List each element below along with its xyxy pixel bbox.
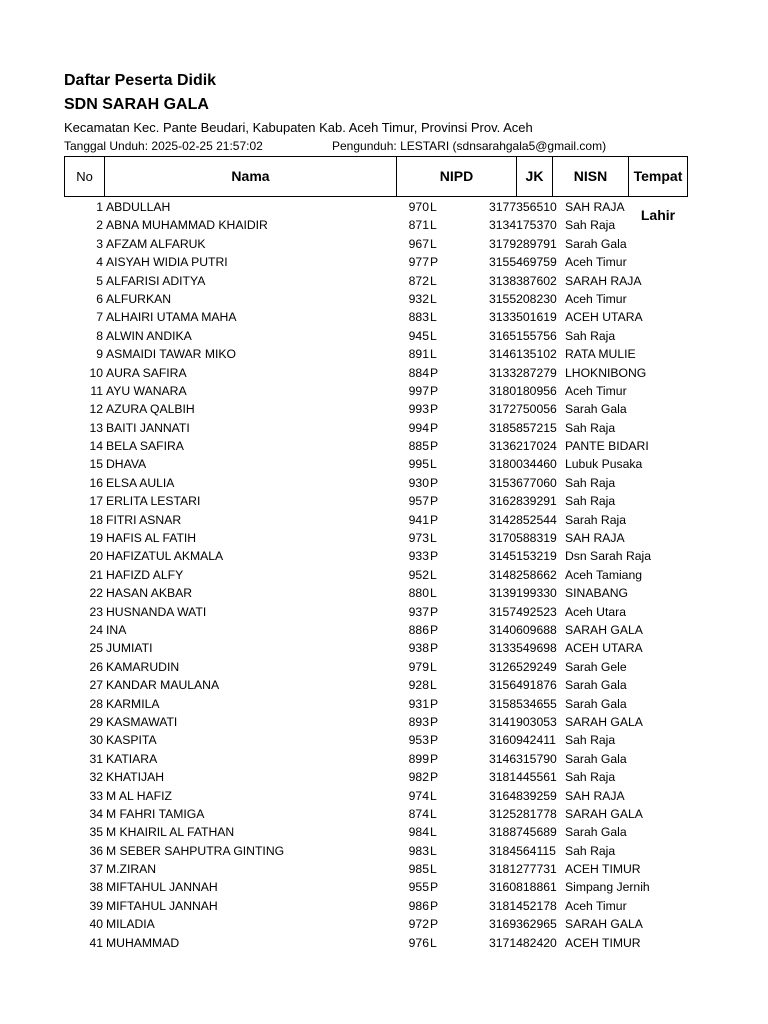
cell-no: 34 — [89, 806, 103, 821]
cell-nama: HUSNANDA WATI — [106, 604, 207, 619]
cell-nisn: 3172750056 — [489, 402, 557, 417]
cell-nama: AZURA QALBIH — [106, 402, 195, 417]
cell-jk: P — [430, 439, 439, 454]
cell-jk: P — [430, 475, 439, 490]
cell-nisn: 3138387602 — [489, 273, 557, 288]
cell-nipd: 930 — [408, 475, 429, 490]
cell-nama: HAFIZATUL AKMALA — [106, 549, 224, 564]
cell-tempat-lahir: SARAH GALA — [565, 917, 643, 932]
downloader: Pengunduh: LESTARI (sdnsarahgala5@gmail.com) — [332, 139, 607, 153]
cell-tempat-lahir: Sah Raja — [565, 328, 616, 343]
cell-nipd: 945 — [408, 328, 429, 343]
cell-no: 30 — [89, 733, 103, 748]
table-row — [64, 437, 688, 455]
cell-nipd: 970 — [408, 200, 429, 214]
table-row — [64, 364, 688, 382]
cell-nisn: 3133501619 — [489, 310, 557, 325]
cell-nipd: 899 — [408, 751, 429, 766]
cell-nama: KATIARA — [106, 751, 158, 766]
table-row — [64, 566, 688, 584]
cell-nama: MIFTAHUL JANNAH — [106, 880, 218, 895]
cell-nipd: 928 — [408, 678, 429, 693]
cell-tempat-lahir: Sarah Gala — [565, 402, 627, 417]
table-row — [64, 529, 688, 547]
table-row — [64, 842, 688, 860]
cell-nipd: 977 — [408, 255, 429, 270]
cell-nama: M SEBER SAHPUTRA GINTING — [106, 843, 285, 858]
cell-nama: AFZAM ALFARUK — [106, 236, 206, 251]
cell-jk: P — [430, 383, 439, 398]
cell-tempat-lahir: SARAH RAJA — [565, 273, 642, 288]
cell-jk: L — [430, 788, 437, 803]
cell-tempat-lahir: ACEH UTARA — [565, 641, 643, 656]
table-row — [64, 235, 688, 253]
table-row — [64, 676, 688, 694]
table-row — [64, 695, 688, 713]
cell-jk: P — [430, 917, 439, 932]
cell-jk: P — [430, 770, 439, 785]
location-line: Kecamatan Kec. Pante Beudari, Kabupaten Kab. Aceh Timur, Provinsi Prov. Aceh — [64, 120, 533, 135]
cell-jk: L — [430, 843, 437, 858]
cell-nama: M KHAIRIL AL FATHAN — [106, 825, 235, 840]
cell-tempat-lahir: Sarah Gala — [565, 751, 627, 766]
cell-jk: L — [430, 531, 437, 546]
cell-tempat-lahir: Aceh Tamiang — [565, 567, 643, 582]
cell-tempat-lahir: ACEH TIMUR — [565, 862, 641, 877]
cell-jk: L — [430, 236, 437, 251]
cell-tempat-lahir: Sah Raja — [565, 218, 616, 233]
cell-nipd: 972 — [408, 917, 429, 932]
cell-jk: P — [430, 641, 439, 656]
cell-nama: ALWIN ANDIKA — [106, 328, 192, 343]
cell-tempat-lahir: Sarah Gele — [565, 659, 627, 674]
cell-no: 21 — [89, 567, 103, 582]
cell-nipd: 982 — [408, 770, 429, 785]
cell-nama: M AL HAFIZ — [106, 788, 172, 803]
cell-nisn: 3160818861 — [489, 880, 557, 895]
cell-tempat-lahir: SAH RAJA — [565, 200, 625, 214]
cell-nama: HAFIZD ALFY — [106, 567, 184, 582]
table-row — [64, 584, 688, 602]
table-row — [64, 198, 688, 216]
cell-nipd: 883 — [408, 310, 429, 325]
cell-tempat-lahir: Sarah Gala — [565, 696, 627, 711]
cell-no: 29 — [89, 714, 103, 729]
table-row — [64, 805, 688, 823]
cell-tempat-lahir: PANTE BIDARI — [565, 439, 649, 454]
cell-jk: L — [430, 328, 437, 343]
cell-nisn: 3160942411 — [489, 733, 556, 748]
column-header-nipd: NIPD — [397, 157, 517, 196]
cell-nisn: 3148258662 — [489, 567, 557, 582]
cell-nipd: 880 — [408, 586, 429, 601]
table-row — [64, 455, 688, 473]
cell-nisn: 3146315790 — [489, 751, 557, 766]
table-row — [64, 327, 688, 345]
cell-jk: P — [430, 604, 439, 619]
cell-jk: L — [430, 935, 437, 950]
cell-nisn: 3136217024 — [489, 439, 557, 454]
cell-no: 37 — [89, 862, 103, 877]
cell-no: 13 — [89, 420, 103, 435]
cell-no: 27 — [89, 678, 103, 693]
cell-no: 38 — [89, 880, 103, 895]
cell-jk: P — [430, 751, 439, 766]
cell-nisn: 3133549698 — [489, 641, 557, 656]
cell-nipd: 872 — [408, 273, 429, 288]
cell-nisn: 3164839259 — [489, 788, 557, 803]
cell-jk: L — [430, 347, 437, 362]
cell-nipd: 884 — [408, 365, 429, 380]
cell-nipd: 874 — [408, 806, 429, 821]
cell-nama: ALHAIRI UTAMA MAHA — [106, 310, 237, 325]
cell-nama: JUMIATI — [106, 641, 153, 656]
table-row — [64, 474, 688, 492]
cell-no: 32 — [89, 770, 103, 785]
cell-nama: ALFURKAN — [106, 291, 172, 306]
cell-nama: ABDULLAH — [106, 200, 171, 214]
cell-nipd: 979 — [408, 659, 429, 674]
cell-nisn: 3180180956 — [489, 383, 557, 398]
cell-no: 18 — [89, 512, 103, 527]
cell-no: 17 — [89, 494, 103, 509]
cell-jk: L — [430, 862, 437, 877]
cell-jk: L — [430, 586, 437, 601]
cell-nisn: 3126529249 — [489, 659, 557, 674]
cell-jk: L — [430, 457, 437, 472]
cell-tempat-lahir: Sah Raja — [565, 733, 616, 748]
cell-jk: P — [430, 494, 439, 509]
cell-nama: BAITI JANNATI — [106, 420, 190, 435]
cell-nama: HAFIS AL FATIH — [106, 531, 197, 546]
cell-no: 39 — [89, 898, 103, 913]
cell-nisn: 3171482420 — [489, 935, 557, 950]
cell-no: 23 — [89, 604, 103, 619]
table-row — [64, 419, 688, 437]
cell-no: 31 — [89, 751, 103, 766]
cell-nama: MUHAMMAD — [106, 935, 180, 950]
cell-nipd: 986 — [408, 898, 429, 913]
cell-no: 15 — [89, 457, 103, 472]
cell-nisn: 3125281778 — [489, 806, 557, 821]
cell-nipd: 976 — [408, 935, 429, 950]
cell-jk: L — [430, 273, 437, 288]
cell-tempat-lahir: Sah Raja — [565, 475, 616, 490]
cell-jk: P — [430, 402, 439, 417]
table-row — [64, 897, 688, 915]
cell-no: 7 — [96, 310, 103, 325]
cell-nipd: 967 — [408, 236, 429, 251]
cell-jk: L — [430, 678, 437, 693]
cell-jk: P — [430, 714, 439, 729]
cell-no: 11 — [90, 383, 103, 398]
cell-no: 10 — [89, 365, 103, 380]
cell-nisn: 3156491876 — [489, 678, 557, 693]
cell-jk: P — [430, 733, 439, 748]
cell-jk: L — [430, 310, 437, 325]
cell-nipd: 893 — [408, 714, 429, 729]
cell-no: 16 — [89, 475, 103, 490]
cell-tempat-lahir: Sah Raja — [565, 770, 616, 785]
cell-nisn: 3140609688 — [489, 622, 557, 637]
cell-nipd: 932 — [408, 291, 429, 306]
table-body — [64, 198, 688, 952]
cell-nisn: 3181445561 — [489, 770, 557, 785]
cell-no: 36 — [89, 843, 103, 858]
cell-nipd: 995 — [408, 457, 429, 472]
cell-nipd: 938 — [408, 641, 429, 656]
cell-jk: P — [430, 420, 439, 435]
cell-jk: P — [430, 696, 439, 711]
cell-nipd: 941 — [408, 512, 429, 527]
column-header-nisn: NISN — [553, 157, 629, 196]
cell-tempat-lahir: Sarah Gala — [565, 825, 627, 840]
cell-nama: ASMAIDI TAWAR MIKO — [106, 347, 237, 362]
cell-nipd: 993 — [408, 402, 429, 417]
cell-no: 33 — [89, 788, 103, 803]
table-row — [64, 731, 688, 749]
cell-no: 25 — [89, 641, 103, 656]
cell-nama: MILADIA — [106, 917, 155, 932]
table-row — [64, 915, 688, 933]
cell-tempat-lahir: LHOKNIBONG — [565, 365, 647, 380]
table-row — [64, 272, 688, 290]
cell-jk: L — [430, 825, 437, 840]
cell-tempat-lahir: Lubuk Pusaka — [565, 457, 643, 472]
table-row — [64, 216, 688, 234]
cell-nisn: 3155469759 — [489, 255, 557, 270]
cell-nisn: 3184564115 — [489, 843, 556, 858]
cell-tempat-lahir: Sah Raja — [565, 843, 616, 858]
cell-nama: ALFARISI ADITYA — [106, 273, 206, 288]
cell-tempat-lahir: ACEH TIMUR — [565, 935, 641, 950]
cell-nama: M.ZIRAN — [106, 862, 157, 877]
cell-nisn: 3179289791 — [489, 236, 557, 251]
table-row — [64, 621, 688, 639]
table-row — [64, 750, 688, 768]
cell-nama: ELSA AULIA — [106, 475, 175, 490]
cell-nisn: 3158534655 — [489, 696, 557, 711]
cell-nama: DHAVA — [106, 457, 147, 472]
cell-jk: P — [430, 255, 439, 270]
table-row — [64, 511, 688, 529]
table-row — [64, 547, 688, 565]
table-row — [64, 345, 688, 363]
cell-nisn: 3141903053 — [489, 714, 557, 729]
cell-nisn: 3157492523 — [489, 604, 557, 619]
column-header-jk: JK — [517, 157, 553, 196]
cell-nama: AYU WANARA — [106, 383, 187, 398]
table-row — [64, 400, 688, 418]
cell-tempat-lahir: Aceh Timur — [565, 383, 627, 398]
table-row — [64, 860, 688, 878]
cell-no: 12 — [89, 402, 103, 417]
table-row — [64, 658, 688, 676]
cell-tempat-lahir: Sarah Gala — [565, 678, 627, 693]
cell-tempat-lahir: SARAH GALA — [565, 622, 643, 637]
table-row — [64, 934, 688, 952]
page-title: Daftar Peserta Didik — [64, 72, 217, 89]
cell-no: 5 — [96, 273, 103, 288]
cell-jk: P — [430, 880, 439, 895]
cell-jk: L — [430, 291, 437, 306]
cell-nisn: 3170588319 — [489, 531, 557, 546]
cell-nipd: 885 — [408, 439, 429, 454]
cell-nipd: 994 — [408, 420, 429, 435]
column-header-tempat-lahir: Tempat Lahir — [633, 168, 683, 223]
cell-nama: AISYAH WIDIA PUTRI — [106, 255, 228, 270]
cell-nama: AURA SAFIRA — [106, 365, 187, 380]
cell-nipd: 886 — [408, 622, 429, 637]
table-row — [64, 253, 688, 271]
cell-nipd: 955 — [408, 880, 429, 895]
cell-tempat-lahir: ACEH UTARA — [565, 310, 643, 325]
cell-no: 40 — [89, 917, 103, 932]
cell-jk: P — [430, 622, 439, 637]
cell-tempat-lahir: SAH RAJA — [565, 531, 625, 546]
cell-nisn: 3169362965 — [489, 917, 557, 932]
download-date: Tanggal Unduh: 2025-02-25 21:57:02 — [64, 139, 263, 153]
cell-nipd: 957 — [408, 494, 429, 509]
cell-nisn: 3153677060 — [489, 475, 557, 490]
cell-nipd: 973 — [408, 531, 429, 546]
cell-tempat-lahir: RATA MULIE — [565, 347, 636, 362]
cell-nisn: 3146135102 — [489, 347, 557, 362]
cell-nama: KASMAWATI — [106, 714, 178, 729]
table-row — [64, 308, 688, 326]
cell-no: 28 — [89, 696, 103, 711]
cell-nisn: 3134175370 — [489, 218, 557, 233]
cell-no: 41 — [89, 935, 103, 950]
cell-nipd: 933 — [408, 549, 429, 564]
cell-jk: P — [430, 512, 439, 527]
table-row — [64, 768, 688, 786]
cell-jk: P — [430, 898, 439, 913]
cell-nipd: 953 — [408, 733, 429, 748]
cell-no: 2 — [96, 218, 103, 233]
cell-tempat-lahir: Sah Raja — [565, 494, 616, 509]
cell-no: 35 — [89, 825, 103, 840]
cell-tempat-lahir: Sah Raja — [565, 420, 616, 435]
cell-tempat-lahir: Simpang Jernih — [565, 880, 650, 895]
column-header-nama: Nama — [105, 157, 397, 196]
cell-no: 6 — [96, 291, 103, 306]
cell-nama: KASPITA — [106, 733, 157, 748]
cell-nama: ERLITA LESTARI — [106, 494, 201, 509]
cell-nama: KARMILA — [106, 696, 160, 711]
cell-nipd: 931 — [408, 696, 429, 711]
table-row — [64, 382, 688, 400]
cell-nipd: 974 — [408, 788, 429, 803]
cell-jk: L — [430, 567, 437, 582]
cell-nipd: 985 — [408, 862, 429, 877]
cell-no: 19 — [89, 531, 103, 546]
cell-jk: L — [430, 659, 437, 674]
cell-nama: BELA SAFIRA — [106, 439, 184, 454]
cell-nama: KHATIJAH — [106, 770, 165, 785]
column-header-no: No — [65, 157, 105, 196]
cell-jk: L — [430, 806, 437, 821]
cell-nama: KANDAR MAULANA — [106, 678, 220, 693]
table-row — [64, 603, 688, 621]
cell-nama: M FAHRI TAMIGA — [106, 806, 205, 821]
cell-jk: L — [430, 218, 437, 233]
table-row — [64, 290, 688, 308]
cell-tempat-lahir: Aceh Timur — [565, 291, 627, 306]
cell-tempat-lahir: Aceh Timur — [565, 255, 627, 270]
table-row — [64, 823, 688, 841]
cell-nisn: 3177356510 — [489, 200, 557, 214]
cell-nisn: 3142852544 — [489, 512, 557, 527]
cell-no: 4 — [96, 255, 103, 270]
cell-nipd: 997 — [408, 383, 429, 398]
table-row — [64, 878, 688, 896]
cell-tempat-lahir: SAH RAJA — [565, 788, 625, 803]
cell-no: 22 — [89, 586, 103, 601]
cell-jk: L — [430, 200, 437, 214]
cell-tempat-lahir: SARAH GALA — [565, 806, 643, 821]
cell-no: 26 — [89, 659, 103, 674]
school-name: SDN SARAH GALA — [64, 96, 209, 113]
table-row — [64, 492, 688, 510]
cell-nisn: 3185857215 — [489, 420, 557, 435]
cell-no: 14 — [89, 439, 103, 454]
cell-tempat-lahir: Sarah Raja — [565, 512, 626, 527]
cell-nama: FITRI ASNAR — [106, 512, 182, 527]
cell-no: 9 — [96, 347, 103, 362]
table-row — [64, 639, 688, 657]
cell-tempat-lahir: Sarah Gala — [565, 236, 627, 251]
cell-tempat-lahir: Aceh Timur — [565, 898, 627, 913]
cell-tempat-lahir: Aceh Utara — [565, 604, 626, 619]
cell-nipd: 983 — [408, 843, 429, 858]
cell-nisn: 3188745689 — [489, 825, 557, 840]
cell-nisn: 3162839291 — [489, 494, 557, 509]
cell-nama: HASAN AKBAR — [106, 586, 193, 601]
cell-nama: ABNA MUHAMMAD KHAIDIR — [106, 218, 268, 233]
cell-nisn: 3165155756 — [489, 328, 557, 343]
cell-tempat-lahir: SINABANG — [565, 586, 628, 601]
cell-no: 20 — [89, 549, 103, 564]
cell-nipd: 984 — [408, 825, 429, 840]
cell-no: 1 — [96, 200, 103, 214]
cell-no: 3 — [96, 236, 103, 251]
cell-nisn: 3181277731 — [489, 862, 557, 877]
cell-nisn: 3155208230 — [489, 291, 557, 306]
cell-no: 24 — [89, 622, 103, 637]
cell-nipd: 871 — [408, 218, 429, 233]
cell-nipd: 891 — [408, 347, 429, 362]
cell-nisn: 3145153219 — [489, 549, 557, 564]
table-row — [64, 713, 688, 731]
cell-nisn: 3139199330 — [489, 586, 557, 601]
table-row — [64, 787, 688, 805]
cell-nama: MIFTAHUL JANNAH — [106, 898, 218, 913]
cell-nama: INA — [106, 622, 127, 637]
cell-no: 8 — [96, 328, 103, 343]
cell-nipd: 937 — [408, 604, 429, 619]
cell-nisn: 3133287279 — [489, 365, 557, 380]
cell-nisn: 3180034460 — [489, 457, 557, 472]
cell-tempat-lahir: Dsn Sarah Raja — [565, 549, 652, 564]
cell-jk: P — [430, 549, 439, 564]
cell-nipd: 952 — [408, 567, 429, 582]
cell-jk: P — [430, 365, 439, 380]
cell-nama: KAMARUDIN — [106, 659, 180, 674]
cell-nisn: 3181452178 — [489, 898, 557, 913]
cell-tempat-lahir: SARAH GALA — [565, 714, 643, 729]
